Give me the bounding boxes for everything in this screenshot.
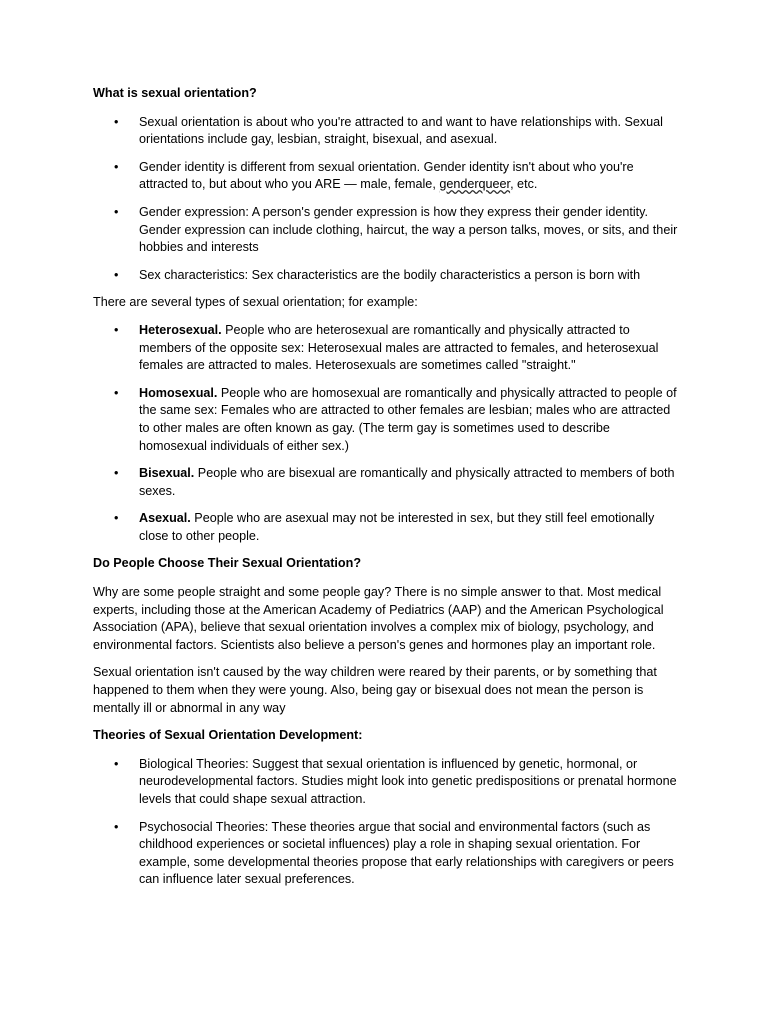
- section-heading-sexual-orientation: What is sexual orientation?: [93, 86, 257, 100]
- list-item: [93, 465, 679, 500]
- list-item: [93, 510, 679, 545]
- list-item: [93, 159, 679, 194]
- section-heading-choose: Do People Choose Their Sexual Orientation?: [93, 556, 362, 571]
- list-item: [93, 267, 679, 285]
- orientation-types-list: [93, 322, 679, 546]
- bullet-text: , etc.: [510, 177, 538, 192]
- document-page: [93, 85, 679, 899]
- types-intro: There are several types of sexual orientation; for example:: [93, 295, 418, 310]
- list-item: [93, 385, 679, 455]
- list-item: [93, 819, 679, 889]
- bullet-text: Gender expression: A person's gender expression is how they express their gender identity. Gender expression can include clothing, haircut, the way a person talks, moves, or sits, and their hobbies and interests: [139, 204, 678, 255]
- bullet-text: Gender identity is different from sexual orientation. Gender identity isn't about who you're attracted to, but about who you ARE — male, female,: [139, 159, 634, 192]
- type-term: Bisexual.: [139, 466, 195, 481]
- type-description: People who are heterosexual are romantically and physically attracted to members of the opposite sex: Heterosexual males are attracted to females, and heterosexual females are attracted to males. Heterosexuals are sometimes called "straight.": [139, 322, 659, 373]
- theories-list: [93, 756, 679, 889]
- section-heading-theories: Theories of Sexual Orientation Development:: [93, 728, 363, 743]
- list-item: [93, 322, 679, 375]
- bullet-text: Biological Theories: Suggest that sexual orientation is influenced by genetic, hormonal, or neurodevelopmental factors. Studies might look into genetic predispositions or prenatal hormone levels that could shape sexual attraction.: [139, 756, 677, 806]
- definitions-list: [93, 114, 679, 285]
- type-term: Asexual.: [139, 511, 191, 526]
- type-description: People who are bisexual are romantically and physically attracted to members of both sexes.: [139, 466, 675, 498]
- type-description: People who are asexual may not be interested in sex, but they still feel emotionally close to other people.: [139, 511, 655, 543]
- paragraph-causes: Why are some people straight and some people gay? There is no simple answer to that. Most medical experts, including those at the American Academy of Pediatrics (AAP) and the American Psychological Association (APA), believe that sexual orientation involves a complex mix of biology, psychology, and environmental factors. Scientists also believe a person's genes and hormones play an important role.: [93, 585, 664, 652]
- list-item: [93, 756, 679, 809]
- spellcheck-flagged-word[interactable]: genderqueer: [439, 177, 511, 192]
- bullet-text: Sex characteristics: Sex characteristics are the bodily characteristics a person is born with: [139, 267, 641, 282]
- type-description: People who are homosexual are romantically and physically attracted to people of the same sex: Females who are attracted to other females are lesbian; males who are attracted to other males are often known as gay. (The term gay is sometimes used to describe homosexual individuals of either sex.): [139, 385, 677, 453]
- list-item: [93, 114, 679, 149]
- paragraph-not-caused: Sexual orientation isn't caused by the way children were reared by their parents, or by something that happened to them when they were young. Also, being gay or bisexual does not mean the person is mentally ill or abnormal in any way: [93, 665, 657, 715]
- type-term: Homosexual.: [139, 385, 218, 400]
- bullet-text: Sexual orientation is about who you're attracted to and want to have relationships with. Sexual orientations include gay, lesbian, straight, bisexual, and asexual.: [139, 114, 663, 147]
- list-item: [93, 204, 679, 257]
- bullet-text: Psychosocial Theories: These theories argue that social and environmental factors (such as childhood experiences or societal influences) play a role in shaping sexual orientation. For example, some developmental theories propose that early relationships with caregivers or peers can influence later sexual preferences.: [139, 819, 674, 887]
- type-term: Heterosexual.: [139, 322, 222, 337]
